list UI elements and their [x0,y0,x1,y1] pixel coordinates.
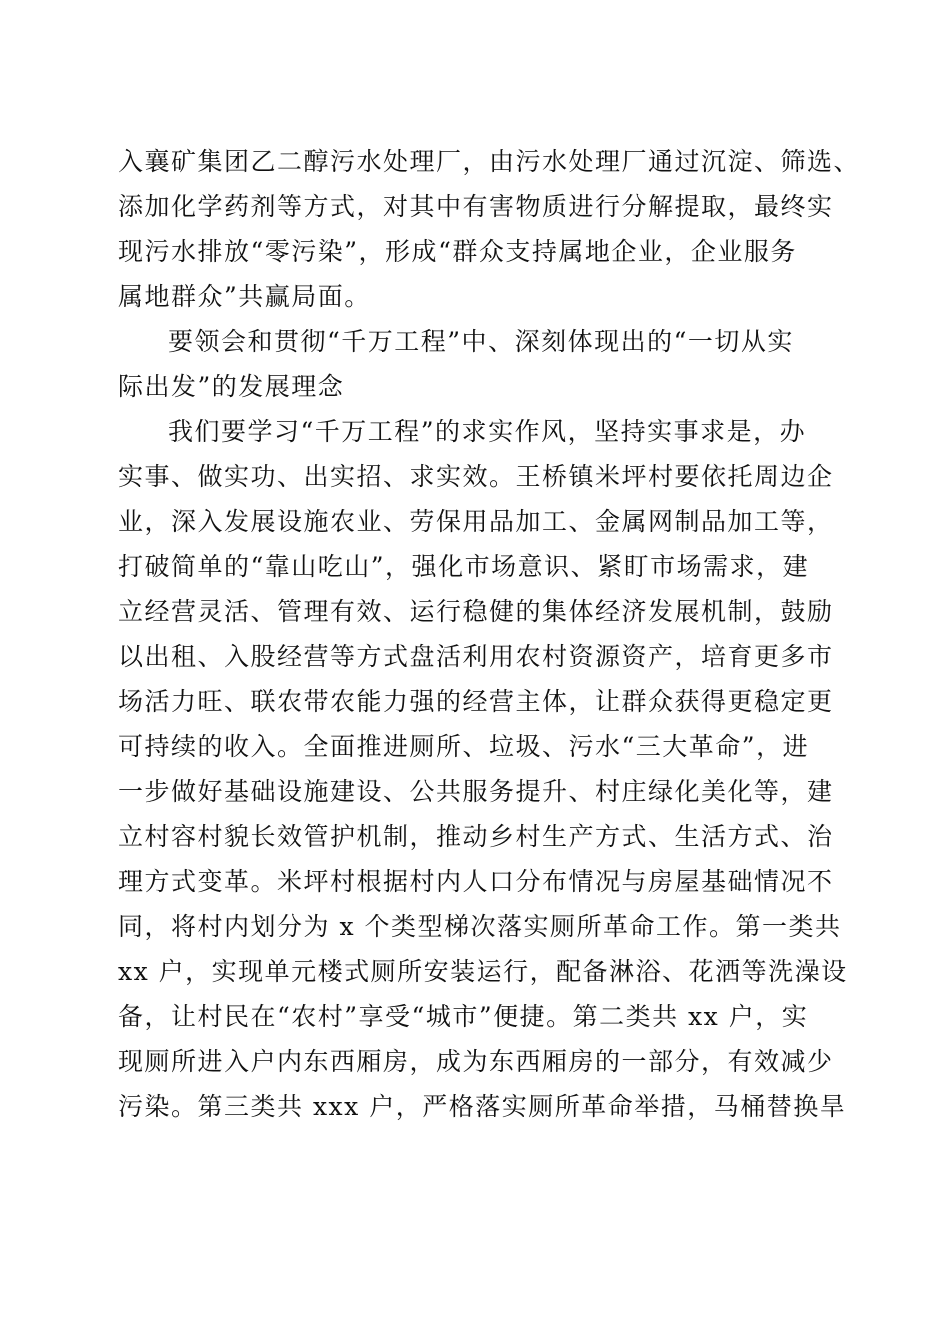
text-line: 添加化学药剂等方式，对其中有害物质进行分解提取，最终实 [118,192,834,221]
text-line: 立经营灵活、管理有效、运行稳健的集体经济发展机制，鼓励 [118,597,834,626]
section-heading-line: 要领会和贯彻“千万工程”中、深刻体现出的“一切从实 [168,327,794,356]
text-line: 属地群众”共赢局面。 [118,282,371,311]
text-line: 理方式变革。米坪村根据村内人口分布情况与房屋基础情况不 [118,867,834,896]
text-line: 立村容村貌长效管护机制，推动乡村生产方式、生活方式、治 [118,822,834,851]
text-line: 以出租、入股经营等方式盘活利用农村资源资产，培育更多市 [118,642,834,671]
section-heading-line: 际出发”的发展理念 [118,372,345,401]
text-line: 我们要学习“千万工程”的求实作风，坚持实事求是，办 [168,417,807,446]
text-line: 现厕所进入户内东西厢房，成为东西厢房的一部分，有效减少 [118,1047,834,1076]
text-line: 现污水排放“零污染”，形成“群众支持属地企业，企业服务 [118,237,797,266]
text-line: 一步做好基础设施建设、公共服务提升、村庄绿化美化等，建 [118,777,834,806]
text-line: 备，让村民在“农村”享受“城市”便捷。第二类共 xx 户，实 [118,1002,809,1031]
text-line: 场活力旺、联农带农能力强的经营主体，让群众获得更稳定更 [118,687,834,716]
text-line: 入襄矿集团乙二醇污水处理厂，由污水处理厂通过沉淀、筛选、 [118,147,861,176]
text-line: 同，将村内划分为 x 个类型梯次落实厕所革命工作。第一类共 [118,912,842,941]
text-line: 实事、做实功、出实招、求实效。王桥镇米坪村要依托周边企 [118,462,834,491]
text-line: 污染。第三类共 xxx 户，严格落实厕所革命举措，马桶替换旱 [118,1092,847,1121]
text-line: 打破简单的“靠山吃山”，强化市场意识、紧盯市场需求，建 [118,552,810,581]
text-line: 可持续的收入。全面推进厕所、垃圾、污水“三大革命”，进 [118,732,810,761]
text-line: xx 户，实现单元楼式厕所安装运行，配备淋浴、花洒等洗澡设 [118,957,848,986]
text-line: 业，深入发展设施农业、劳保用品加工、金属网制品加工等， [118,507,834,536]
